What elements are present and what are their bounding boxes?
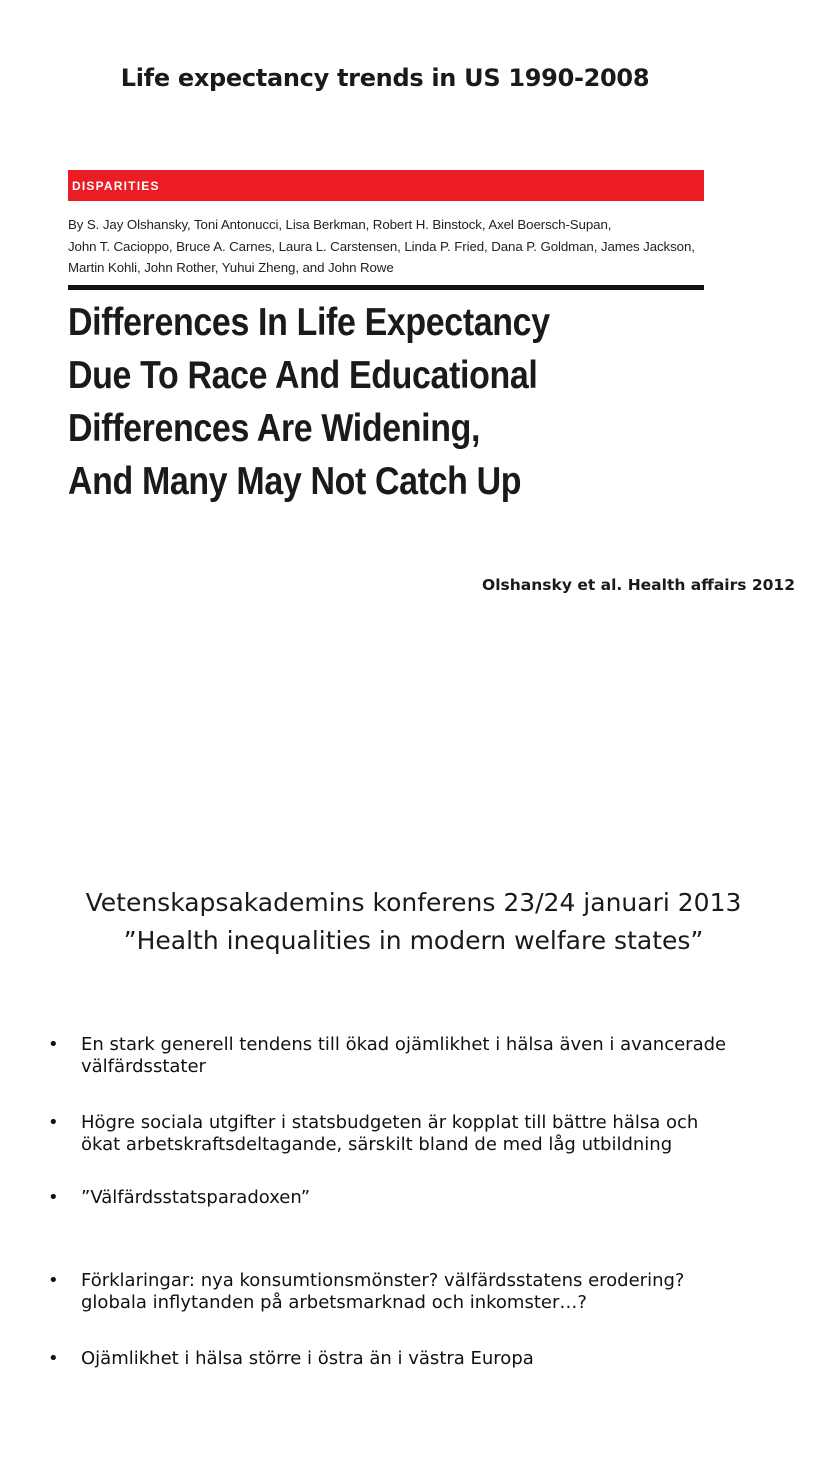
citation: Olshansky et al. Health affairs 2012 xyxy=(482,576,795,594)
bullet-text: Högre sociala utgifter i statsbudgeten är kopplat till bättre hälsa och xyxy=(81,1112,699,1133)
bullet-text: Förklaringar: nya konsumtionsmönster? välfärdsstatens erodering? xyxy=(81,1270,685,1291)
article-clipping xyxy=(68,170,704,508)
headline-line: Differences Are Widening, xyxy=(68,406,481,450)
bullet-marker: • xyxy=(48,1187,59,1208)
bullet-text: En stark generell tendens till ökad ojämlikhet i hälsa även i avancerade xyxy=(81,1034,727,1055)
bullet-item xyxy=(48,1034,788,1078)
section-banner xyxy=(68,170,704,201)
bullet-text: Ojämlikhet i hälsa större i östra än i västra Europa xyxy=(81,1348,534,1369)
article-headline xyxy=(68,296,712,508)
bullet-marker: • xyxy=(48,1034,59,1055)
headline-rule xyxy=(68,285,704,290)
conference-title: ”Health inequalities in modern welfare states” xyxy=(123,926,704,955)
headline-line: Due To Race And Educational xyxy=(68,353,538,397)
bullet-marker: • xyxy=(48,1348,59,1369)
section-label: DISPARITIES xyxy=(72,178,160,193)
bullet-item xyxy=(48,1112,788,1156)
conference-heading xyxy=(0,884,827,960)
conference-line: Vetenskapsakademins konferens 23/24 januari 2013 xyxy=(85,888,742,917)
bullet-text: ökat arbetskraftsdeltagande, särskilt bland de med låg utbildning xyxy=(81,1134,673,1155)
bullet-item xyxy=(48,1270,788,1314)
bullet-text: globala inflytanden på arbetsmarknad och inkomster…? xyxy=(81,1292,587,1313)
bullet-text: välfärdsstater xyxy=(81,1056,206,1077)
author-line: John T. Cacioppo, Bruce A. Carnes, Laura L. Carstensen, Linda P. Fried, Dana P. Goldman, James Jackson, xyxy=(68,238,695,254)
bullet-marker: • xyxy=(48,1270,59,1291)
author-list xyxy=(68,214,704,279)
bullet-marker: • xyxy=(48,1112,59,1133)
bullet-item xyxy=(48,1187,788,1209)
headline-line: Differences In Life Expectancy xyxy=(68,300,550,344)
headline-line: And Many May Not Catch Up xyxy=(68,459,522,503)
author-line: Martin Kohli, John Rother, Yuhui Zheng, and John Rowe xyxy=(68,260,394,275)
author-line: By S. Jay Olshansky, Toni Antonucci, Lisa Berkman, Robert H. Binstock, Axel Boersch-Supan, xyxy=(68,217,612,232)
bullet-item xyxy=(48,1348,788,1370)
bullet-text: ”Välfärdsstatsparadoxen” xyxy=(81,1187,311,1208)
slide-title: Life expectancy trends in US 1990-2008 xyxy=(120,64,650,92)
